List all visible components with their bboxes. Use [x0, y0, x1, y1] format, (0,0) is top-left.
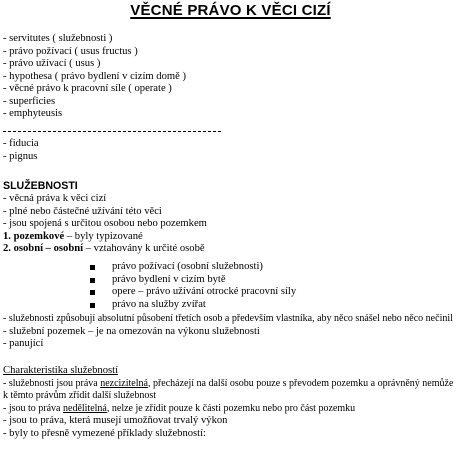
- bullet-icon: [90, 303, 95, 308]
- list-item: - věcné právo k pracovní síle ( operate ): [3, 83, 172, 94]
- item-text: – byly typizované: [64, 230, 143, 242]
- bullet-text: právo požívací (osobní služebnosti): [112, 261, 263, 272]
- list-item: - služební pozemek – je na omezován na výkonu služebnosti: [3, 325, 260, 337]
- bullet-icon: [90, 290, 95, 295]
- item-term: 1. pozemkové: [3, 230, 65, 242]
- list-item: - fiducia: [3, 138, 39, 149]
- list-item: - byly to přesně vymezené příklady služebností:: [3, 427, 206, 439]
- list-item: - věcná práva k věci cizí: [3, 193, 107, 204]
- bullet-icon: [90, 278, 95, 283]
- list-item: - plné nebo částečné užívání této věci: [3, 205, 162, 217]
- list-item: - superficies: [3, 95, 56, 107]
- list-item: - pignus: [3, 150, 38, 162]
- security-rights-list: [3, 138, 458, 163]
- rights-list: [3, 33, 458, 121]
- list-item: - právo užívací ( usus ): [3, 58, 101, 69]
- bullet-item: [90, 274, 390, 287]
- bullet-text: opere – právo užívání otrocké pracovní síly: [112, 286, 297, 297]
- list-item: - emphyteusis: [3, 108, 63, 119]
- text-span: , přecházejí na další osobu pouze s převodem pozemku a oprávněný nemůže k těmto právům zřídit další služebnost: [3, 377, 454, 401]
- servitudes-section: [3, 180, 458, 256]
- paragraph: - služebnosti způsobují absolutní působení třetích osob a především vlastníka, aby něco snášel nebo něco nečinil: [3, 313, 453, 324]
- list-item: - jsou spojená s určitou osobou nebo pozemkem: [3, 218, 207, 229]
- bullet-icon: [90, 265, 95, 270]
- personal-servitudes-bullets: [90, 261, 390, 311]
- page-title: VĚCNÉ PRÁVO K VĚCI CIZÍ: [130, 2, 331, 19]
- list-item: - jsou to práva, která musejí umožňovat trvalý výkon: [3, 415, 228, 426]
- bullet-text: právo na služby zvířat: [112, 298, 206, 310]
- bullet-item: [90, 261, 390, 274]
- emphasis-term: nezcizitelná: [100, 377, 148, 389]
- servitudes-effects: [3, 313, 458, 351]
- item-term: 2. osobní – osobní: [3, 243, 84, 254]
- list-item: - servitutes ( služebnosti ): [3, 33, 113, 44]
- dashed-divider: [3, 131, 221, 132]
- bullet-text: právo bydlení v cizím bytě: [112, 273, 226, 285]
- land-servitudes-item: [3, 231, 458, 244]
- section-heading: Charakteristika služebností: [3, 365, 119, 376]
- text-span: - jsou to práva: [3, 402, 63, 414]
- item-text: – vztahovány k určité osobě: [83, 243, 205, 254]
- list-item: - panující: [3, 338, 44, 349]
- personal-servitudes-item: [3, 243, 458, 256]
- list-item: - právo požívací ( usus fructus ): [3, 45, 138, 57]
- bullet-item: [90, 299, 390, 312]
- paragraph: [3, 378, 458, 403]
- text-span: , nelze je zřídit pouze k části pozemku nebo pro část pozemku: [106, 402, 356, 414]
- characteristics-section: [3, 365, 458, 440]
- list-item: [3, 403, 458, 416]
- section-heading: SLUŽEBNOSTI: [3, 180, 78, 192]
- emphasis-term: nedělitelná: [63, 402, 107, 414]
- list-item: - hypothesa ( právo bydlení v cizím domě ): [3, 70, 186, 82]
- text-span: - služebnosti jsou práva: [3, 377, 101, 389]
- bullet-item: [90, 286, 390, 299]
